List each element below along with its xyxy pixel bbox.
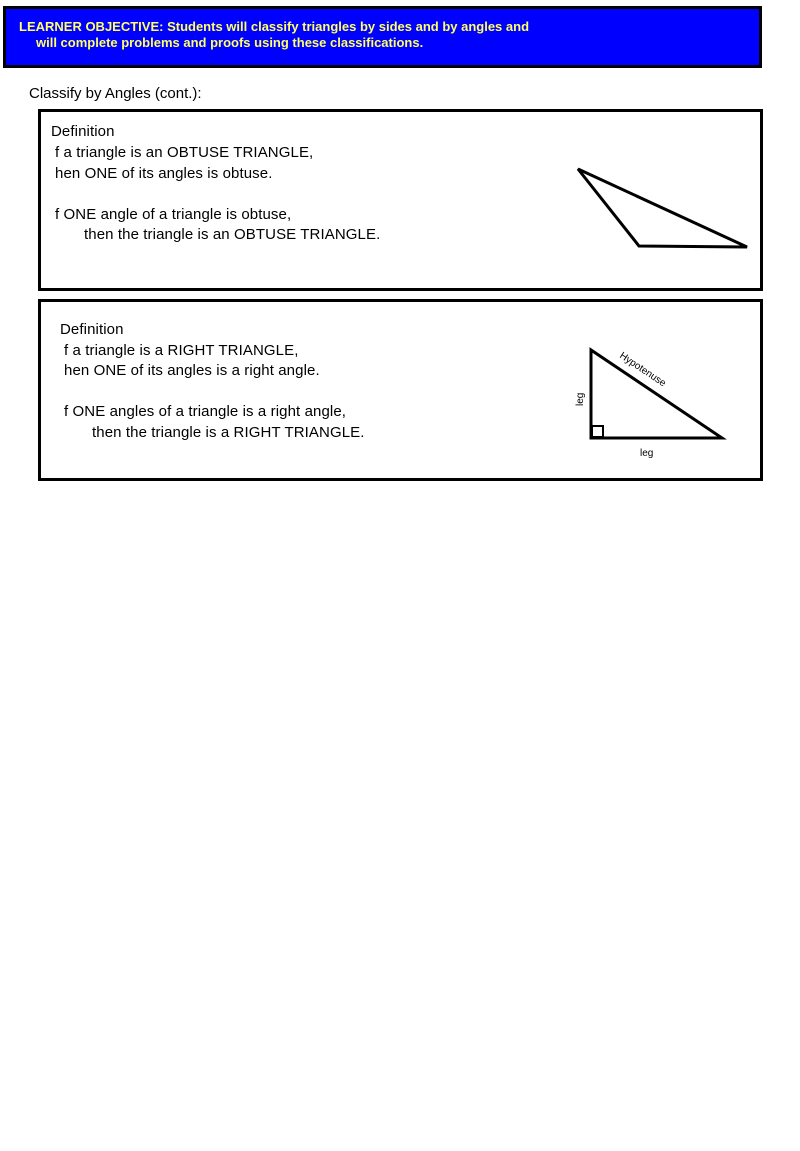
right-definition-card (38, 299, 763, 481)
obtuse-triangle-figure (571, 162, 756, 262)
obtuse-definition-heading: Definition (51, 123, 115, 140)
obtuse-converse-line-2: then the triangle is an OBTUSE TRIANGLE. (84, 226, 381, 243)
obtuse-definition-line-1: f a triangle is an OBTUSE TRIANGLE, (55, 144, 314, 161)
right-converse-line-2: then the triangle is a RIGHT TRIANGLE. (92, 424, 365, 441)
learner-objective-banner (3, 6, 762, 68)
obtuse-converse-line-1: f ONE angle of a triangle is obtuse, (55, 206, 292, 223)
right-definition-line-1: f a triangle is a RIGHT TRIANGLE, (64, 342, 299, 359)
right-triangle-drawing (568, 344, 738, 464)
right-definition-line-2: hen ONE of its angles is a right angle. (64, 362, 320, 379)
objective-line-2: will complete problems and proofs using these classifications. (36, 35, 424, 50)
right-converse-line-1: f ONE angles of a triangle is a right angle, (64, 403, 347, 420)
objective-line-1: LEARNER OBJECTIVE: Students will classify triangles by sides and by angles and (19, 19, 530, 34)
right-triangle-figure (568, 344, 738, 469)
right-triangle (591, 350, 722, 438)
obtuse-triangle (578, 169, 747, 247)
hypotenuse-label: Hypotenuse (617, 350, 668, 390)
obtuse-triangle-drawing (571, 162, 756, 257)
vertical-leg-label: leg (575, 392, 586, 406)
horizontal-leg-label: leg (640, 448, 654, 459)
obtuse-definition-line-2: hen ONE of its angles is obtuse. (55, 165, 273, 182)
right-definition-heading: Definition (60, 321, 124, 338)
section-subtitle: Classify by Angles (cont.): (29, 85, 202, 102)
right-angle-marker (592, 426, 603, 437)
obtuse-definition-card (38, 109, 763, 291)
